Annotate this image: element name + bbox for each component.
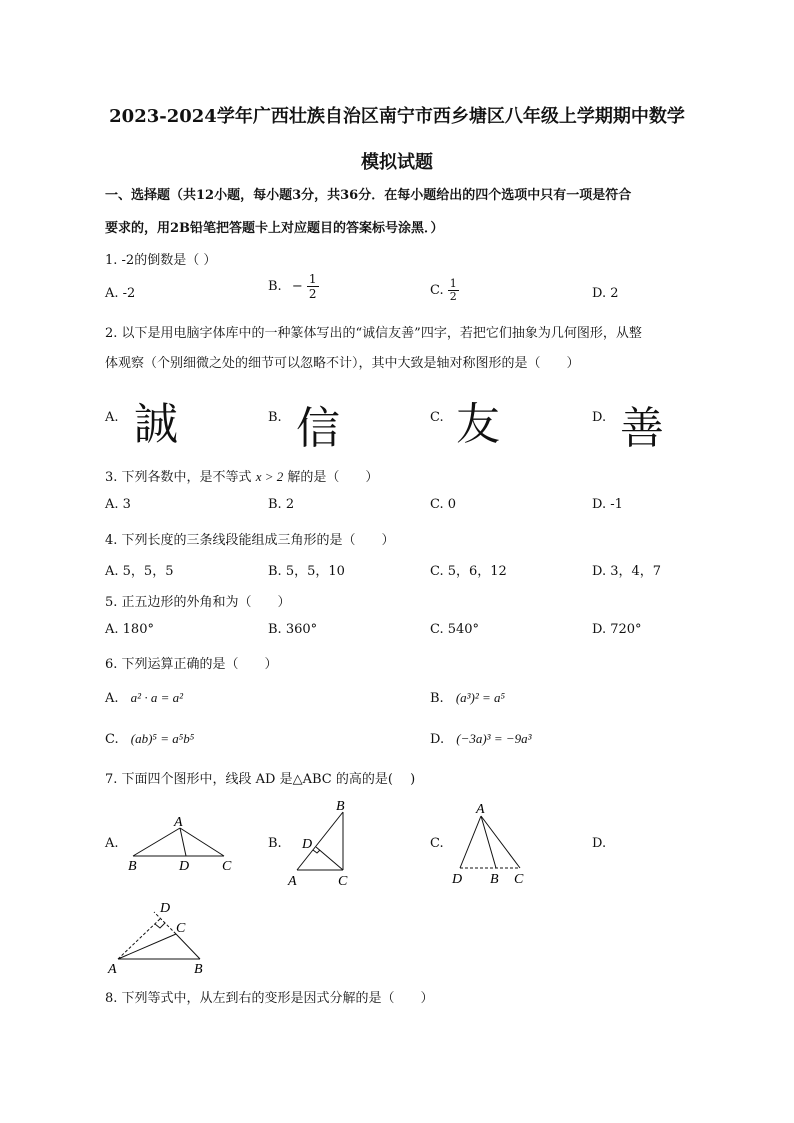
q7-figure-d [104,898,224,978]
q5-option-c: C. 540° [430,622,480,637]
q7c-label-d: D [452,872,463,887]
q1-option-d: D. 2 [592,286,619,301]
q7-option-b: B. [268,836,282,851]
q5-option-d: D. 720° [592,622,642,637]
q4-option-a: A. 5，5，5 [105,564,174,579]
q7a-label-b: B [128,859,137,872]
q1-option-c [430,278,459,303]
q7d-label-c: C [176,921,186,936]
q1-option-c-denominator: 2 [449,290,457,303]
q7-option-d: D. [592,836,607,851]
q1-option-a: A. -2 [105,286,136,301]
q1-stem: 1. -2的倒数是（ ） [105,253,217,268]
q1-option-b-fraction [307,272,319,301]
q3-stem [105,466,378,485]
q1-option-b-label: B. [268,279,282,294]
q6-option-a-expr: a² · a = a² [130,690,183,705]
q7b-label-a: A [288,874,297,888]
q7c-label-c: C [514,872,524,887]
q2-option-d: D. [592,410,607,425]
q1-option-c-numerator: 1 [449,277,457,290]
q7b-label-c: C [338,874,348,888]
q6-option-b-label: B. [430,691,444,706]
q1-option-b-denominator: 2 [308,287,317,301]
q7-stem: 7. 下面四个图形中，线段 AD 是△ABC 的高的是( ) [105,772,416,787]
q2-seal-char-shan: 善 [620,403,664,454]
q4-option-c: C. 5，6，12 [430,564,507,579]
q2-seal-char-xin: 信 [296,403,340,454]
q7d-label-a: A [108,962,117,977]
q7-figure-a [124,812,244,872]
q1-option-c-fraction [448,278,459,303]
q6-option-b-expr: (a³)² = a⁵ [455,690,506,705]
q7a-label-d: D [179,859,190,872]
q8-stem: 8. 下列等式中，从左到右的变形是因式分解的是（ ） [105,991,434,1006]
q7c-label-a: A [476,802,485,817]
section-header-line1: 一、选择题（共12小题，每小题3分，共36分．在每小题给出的四个选项中只有一项是符合 [105,188,632,203]
q6-option-a [105,690,183,706]
q7-option-a: A. [105,836,119,851]
q7-option-c: C. [430,836,444,851]
q2-stem-line2: 体观察（个别细微之处的细节可以忽略不计），其中大致是轴对称图形的是（ ） [105,356,580,371]
q2-stem-line1: 2. 以下是用电脑字体库中的一种篆体写出的“诚信友善”四字，若把它们抽象为几何图形，从整 [105,326,642,341]
q6-option-d-label: D. [430,732,445,747]
q7a-label-c: C [222,859,232,872]
q3-stem-post: 解的是（ ） [287,470,379,485]
q7a-label-a: A [174,815,183,830]
q5-stem: 5. 正五边形的外角和为（ ） [105,595,291,610]
q6-option-d-expr: (−3a)³ = −9a³ [456,731,532,746]
q7-figure-b [282,798,362,888]
page-title-line2: 模拟试题 [361,152,433,173]
q3-stem-pre: 3. 下列各数中，是不等式 [105,470,252,485]
q4-stem: 4. 下列长度的三条线段能组成三角形的是（ ） [105,533,395,548]
section-header-line2: 要求的，用2B铅笔把答题卡上对应题目的答案标号涂黑．） [105,221,444,236]
q1-option-b-sign: − [291,279,303,294]
q7c-label-b: B [490,872,499,887]
q3-option-b: B. 2 [268,497,295,512]
q6-option-d [430,731,532,747]
q7-figure-c [446,798,536,888]
q2-seal-char-you: 友 [456,399,500,450]
q4-option-d: D. 3，4，7 [592,564,662,579]
q3-option-d: D. -1 [592,497,623,512]
q3-inequality: x > 2 [255,469,284,484]
q6-option-c-expr: (ab)⁵ = a⁵b⁵ [130,731,195,746]
q7b-label-d: D [302,837,313,852]
q7d-label-b: B [194,962,203,977]
page-title-line1: 2023-2024学年广西壮族自治区南宁市西乡塘区八年级上学期期中数学 [109,106,685,127]
q6-option-c [105,731,194,747]
q5-option-a: A. 180° [105,622,154,637]
q7d-label-d: D [160,901,171,916]
q3-option-a: A. 3 [105,497,131,512]
q1-option-b-numerator: 1 [308,272,317,286]
q1-option-c-label: C. [430,283,444,298]
q7b-label-b: B [336,799,345,814]
q6-option-a-label: A. [105,691,119,706]
q3-option-c: C. 0 [430,497,457,512]
q1-option-b [268,272,319,301]
q4-option-b: B. 5，5，10 [268,564,345,579]
q6-stem: 6. 下列运算正确的是（ ） [105,657,278,672]
q6-option-c-label: C. [105,732,119,747]
q2-option-b: B. [268,410,282,425]
q2-seal-char-cheng: 誠 [134,399,178,450]
q6-option-b [430,690,505,706]
q5-option-b: B. 360° [268,622,318,637]
q2-option-c: C. [430,410,444,425]
q2-option-a: A. [105,410,119,425]
